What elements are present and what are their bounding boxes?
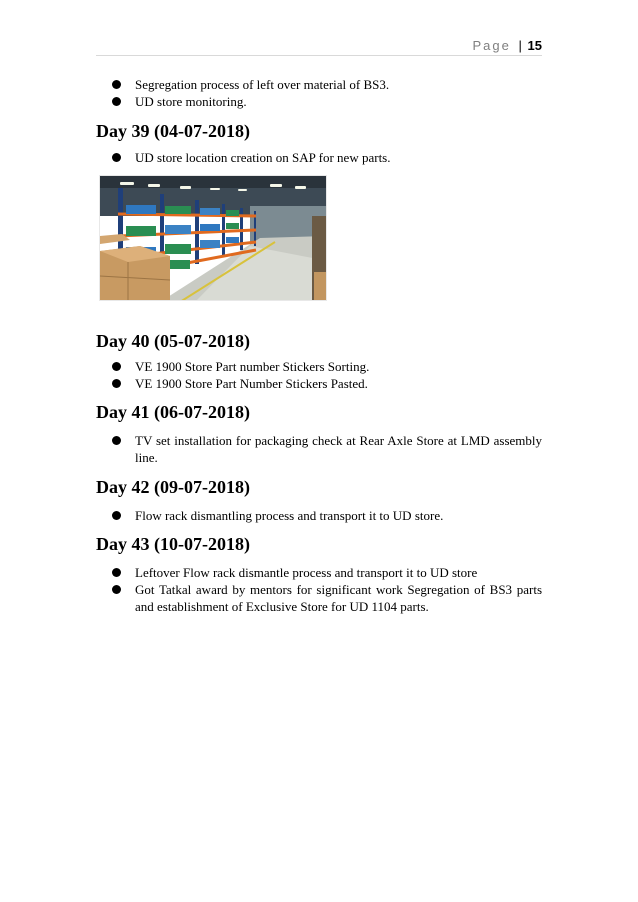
list-item: Segregation process of left over material of BS3. — [96, 76, 542, 93]
day-41-heading: Day 41 (06-07-2018) — [96, 402, 250, 422]
day-40-bullet-list — [96, 358, 542, 392]
list-item: Got Tatkal award by mentors for significant work Segregation of BS3 parts and establishment of Exclusive Store for UD 1104 parts. — [96, 581, 542, 615]
list-item: UD store monitoring. — [96, 93, 542, 110]
day-39-heading: Day 39 (04-07-2018) — [96, 121, 250, 141]
list-item: VE 1900 Store Part number Stickers Sorting. — [96, 358, 542, 375]
list-item: Flow rack dismantling process and transport it to UD store. — [96, 507, 542, 524]
day-40-heading: Day 40 (05-07-2018) — [96, 331, 250, 351]
page-separator: | — [518, 38, 522, 53]
day-43-bullet-list — [96, 564, 542, 615]
day-39-bullet-list — [96, 149, 542, 166]
day-42-heading: Day 42 (09-07-2018) — [96, 477, 250, 497]
warehouse-rack-photo — [99, 175, 327, 301]
page-label: Page — [472, 38, 511, 53]
page-number: 15 — [527, 38, 542, 53]
list-item: TV set installation for packaging check at Rear Axle Store at LMD assembly line. — [96, 432, 542, 466]
day-42-bullet-list — [96, 507, 542, 524]
day-43-heading: Day 43 (10-07-2018) — [96, 534, 250, 554]
intro-bullet-list — [96, 76, 542, 110]
header-divider — [96, 55, 542, 56]
page-header — [96, 38, 542, 53]
list-item: Leftover Flow rack dismantle process and transport it to UD store — [96, 564, 542, 581]
page-content — [96, 76, 542, 615]
list-item: UD store location creation on SAP for new parts. — [96, 149, 542, 166]
day-41-bullet-list — [96, 432, 542, 466]
list-item: VE 1900 Store Part Number Stickers Pasted. — [96, 375, 542, 392]
